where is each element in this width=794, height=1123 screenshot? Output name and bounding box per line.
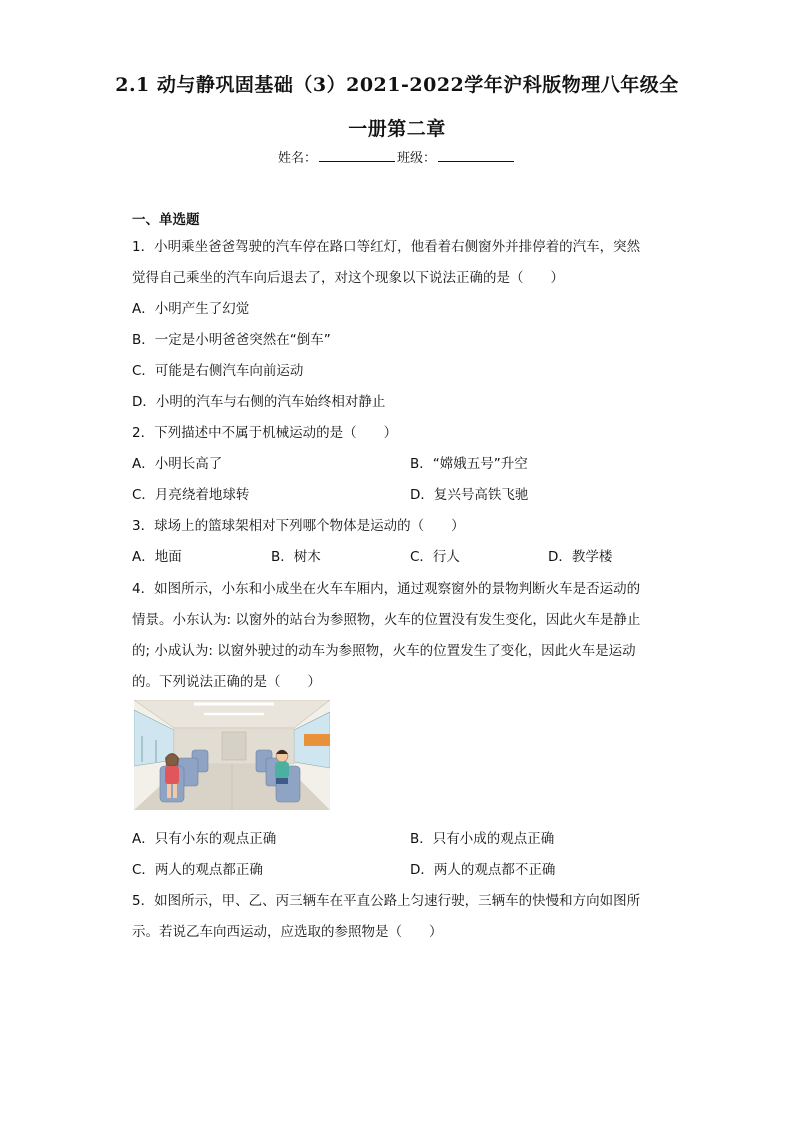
class-blank[interactable] [438, 149, 514, 162]
q3-option-c[interactable]: C．行人 [410, 549, 460, 565]
q3-option-b[interactable]: B．树木 [271, 549, 321, 565]
carriage-door [222, 732, 246, 760]
q3-option-a[interactable]: A．地面 [132, 549, 182, 565]
q4-option-b[interactable]: B．只有小成的观点正确 [410, 831, 555, 847]
boy-shirt [275, 762, 289, 778]
title-line-2: 一册第二章 [348, 118, 446, 140]
name-class-row [0, 147, 794, 166]
q1-option-b[interactable]: B．一定是小明爸爸突然在“倒车” [132, 332, 331, 348]
girl-dress [165, 766, 179, 784]
class-label: 班级： [397, 151, 437, 166]
q2-option-d[interactable]: D．复兴号高铁飞驰 [410, 487, 529, 503]
q4-line-1: 4．如图所示，小东和小成坐在火车车厢内，通过观察窗外的景物判断火车是否运动的 [132, 581, 641, 597]
q5-line-2: 示。若说乙车向西运动，应选取的参照物是（ ） [132, 924, 443, 940]
q2-line-1: 2．下列描述中不属于机械运动的是（ ） [132, 425, 398, 441]
girl-leg-2 [173, 784, 177, 798]
passing-train [304, 734, 330, 746]
q4-line-3: 的; 小成认为: 以窗外驶过的动车为参照物，火车的位置发生了变化，因此火车是运动 [132, 643, 636, 659]
q2-option-c[interactable]: C．月亮绕着地球转 [132, 487, 250, 503]
q4-option-d[interactable]: D．两人的观点都不正确 [410, 862, 556, 878]
q5-line-1: 5．如图所示，甲、乙、丙三辆车在平直公路上匀速行驶，三辆车的快慢和方向如图所 [132, 893, 641, 909]
q1-line-2: 觉得自己乘坐的汽车向后退去了，对这个现象以下说法正确的是（ ） [132, 270, 564, 286]
q4-option-c[interactable]: C．两人的观点都正确 [132, 862, 263, 878]
q4-line-2: 情景。小东认为: 以窗外的站台为参照物，火车的位置没有发生变化，因此火车是静止 [132, 612, 641, 628]
q1-option-c[interactable]: C．可能是右侧汽车向前运动 [132, 363, 304, 379]
q1-option-d[interactable]: D．小明的汽车与右侧的汽车始终相对静止 [132, 394, 386, 410]
q4-option-a[interactable]: A．只有小东的观点正确 [132, 831, 277, 847]
q4-line-4: 的。下列说法正确的是（ ） [132, 674, 321, 690]
girl-leg [167, 784, 171, 798]
boy-pants [276, 778, 288, 784]
name-blank[interactable] [319, 149, 395, 162]
q3-option-d[interactable]: D．教学楼 [548, 549, 613, 565]
train-interior-illustration [134, 700, 330, 810]
q2-option-a[interactable]: A．小明长高了 [132, 456, 223, 472]
q1-line-1: 1．小明乘坐爸爸驾驶的汽车停在路口等红灯，他看着右侧窗外并排停着的汽车，突然 [132, 239, 641, 255]
q2-option-b[interactable]: B．“嫦娥五号”升空 [410, 456, 528, 472]
title-line-1: 2.1 动与静巩固基础（3）2021-2022学年沪科版物理八年级全 [115, 74, 679, 96]
q3-line-1: 3．球场上的篮球架相对下列哪个物体是运动的（ ） [132, 518, 465, 534]
q1-option-a[interactable]: A．小明产生了幻觉 [132, 301, 250, 317]
name-label: 姓名： [277, 151, 317, 166]
section-title: 一、单选题 [132, 212, 200, 228]
